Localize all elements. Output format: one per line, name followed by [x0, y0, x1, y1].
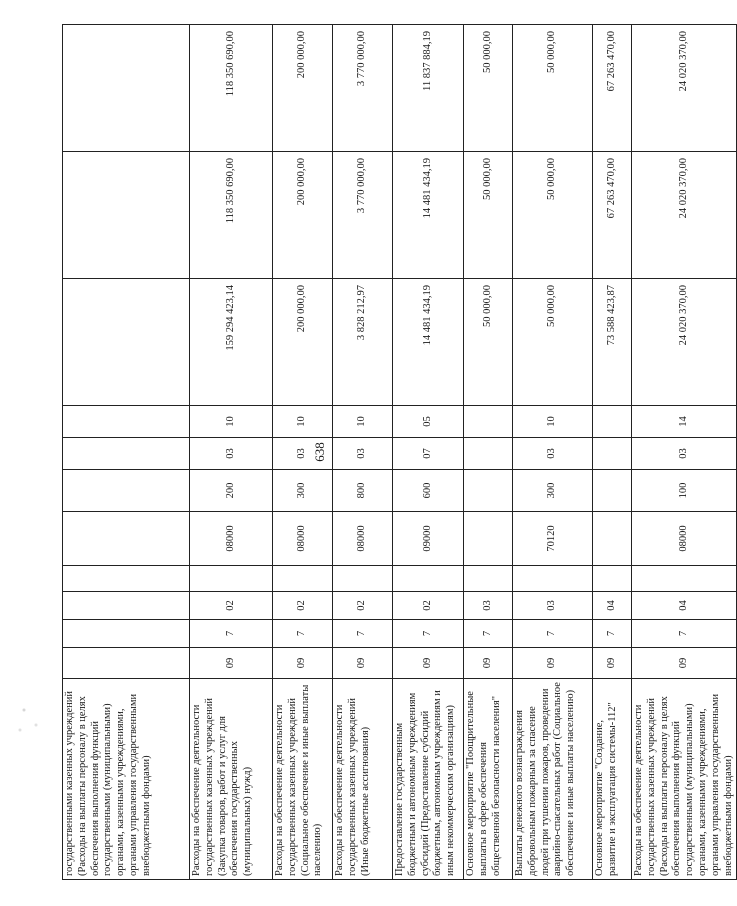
table-row: [593, 25, 632, 880]
code-cell: 09: [333, 648, 393, 679]
code-cell: 7: [333, 620, 393, 648]
code-cell: 03: [513, 438, 593, 470]
code-cell: [464, 566, 513, 592]
amount-cell: 24 020 370,00: [632, 25, 737, 152]
code-cell: 03: [513, 592, 593, 620]
amount-cell: 50 000,00: [464, 152, 513, 279]
code-cell: 7: [273, 620, 333, 648]
code-cell: [190, 566, 273, 592]
table-row: [393, 25, 464, 880]
code-cell: [513, 566, 593, 592]
amount-cell: [63, 279, 190, 406]
table-row: [190, 25, 273, 880]
amount-cell: 118 350 690,00: [190, 152, 273, 279]
code-cell: [464, 470, 513, 512]
code-cell: [273, 566, 333, 592]
code-cell: [593, 470, 632, 512]
code-cell: 09: [190, 648, 273, 679]
amount-cell: 73 588 423,87: [593, 279, 632, 406]
budget-table: [62, 24, 737, 880]
code-cell: 10: [273, 406, 333, 438]
table-body: [63, 25, 737, 880]
code-cell: 200: [190, 470, 273, 512]
amount-cell: 14 481 434,19: [393, 152, 464, 279]
code-cell: 09: [273, 648, 333, 679]
code-cell: 70120: [513, 512, 593, 566]
page-number: 638: [311, 442, 327, 462]
row-name-cell: Расходы на обеспечение деятельности государственных казенных учреждений (Социальное обеспечение и иные выплаты населению): [273, 679, 333, 880]
code-cell: [63, 648, 190, 679]
code-cell: [464, 406, 513, 438]
amount-cell: 67 263 470,00: [593, 25, 632, 152]
table-row: [333, 25, 393, 880]
code-cell: 03: [273, 438, 333, 470]
row-name-cell: Расходы на обеспечение деятельности государственных казенных учреждений (Закупка товаров, работ и услуг для обеспечения государственных (муниципальных) нужд): [190, 679, 273, 880]
code-cell: 10: [513, 406, 593, 438]
code-cell: [63, 438, 190, 470]
amount-cell: [63, 25, 190, 152]
amount-cell: 3 828 212,97: [333, 279, 393, 406]
code-cell: [63, 406, 190, 438]
row-name-cell: государственными казенных учреждений (Расходы на выплаты персоналу в целях обеспечения выполнения функций государственными (муниципальными) органами, казенными учреждениями, органами управления государственными внебюджетными фондами): [63, 679, 190, 880]
code-cell: [593, 406, 632, 438]
amount-cell: 67 263 470,00: [593, 152, 632, 279]
code-cell: 7: [513, 620, 593, 648]
code-cell: 09: [513, 648, 593, 679]
amount-cell: 200 000,00: [273, 279, 333, 406]
code-cell: 08000: [273, 512, 333, 566]
amount-cell: 50 000,00: [464, 25, 513, 152]
code-cell: [632, 566, 737, 592]
code-cell: [593, 512, 632, 566]
code-cell: 7: [593, 620, 632, 648]
amount-cell: 200 000,00: [273, 25, 333, 152]
amount-cell: 159 294 423,14: [190, 279, 273, 406]
code-cell: 04: [632, 592, 737, 620]
table-row: [513, 25, 593, 880]
table-row: [632, 25, 737, 880]
amount-cell: 24 020 370,00: [632, 279, 737, 406]
amount-cell: 50 000,00: [464, 279, 513, 406]
code-cell: [593, 438, 632, 470]
amount-cell: 14 481 434,19: [393, 279, 464, 406]
code-cell: [464, 438, 513, 470]
amount-cell: 11 837 884,19: [393, 25, 464, 152]
code-cell: 09: [393, 648, 464, 679]
table-row: [273, 25, 333, 880]
code-cell: [393, 566, 464, 592]
code-cell: [464, 512, 513, 566]
code-cell: 09000: [393, 512, 464, 566]
row-name-cell: Основное мероприятие "Создание, развитие и эксплуатация системы-112": [593, 679, 632, 880]
code-cell: 03: [464, 592, 513, 620]
code-cell: 100: [632, 470, 737, 512]
amount-cell: 24 020 370,00: [632, 152, 737, 279]
code-cell: 08000: [333, 512, 393, 566]
code-cell: [593, 566, 632, 592]
code-cell: 02: [333, 592, 393, 620]
scan-artifact: [12, 690, 52, 740]
code-cell: 02: [273, 592, 333, 620]
code-cell: 7: [464, 620, 513, 648]
code-cell: 08000: [632, 512, 737, 566]
code-cell: 300: [273, 470, 333, 512]
code-cell: 08000: [190, 512, 273, 566]
row-name-cell: Выплаты денежного вознаграждения добровольным пожарным за спасение людей при тушении пожаров, проведении аварийно-спасательных работ (Социальное обеспечение и иные выплаты населению): [513, 679, 593, 880]
code-cell: 05: [393, 406, 464, 438]
code-cell: 300: [513, 470, 593, 512]
code-cell: 03: [190, 438, 273, 470]
code-cell: 02: [190, 592, 273, 620]
row-name-cell: Расходы на обеспечение деятельности государственных казенных учреждений (Расходы на выплаты персоналу в целях обеспечения выполнения функций государственными (муниципальными) органами, казенными учреждениями, органами управления государственными внебюджетными фондами): [632, 679, 737, 880]
budget-table-rotated: [62, 25, 734, 880]
code-cell: [63, 620, 190, 648]
amount-cell: 50 000,00: [513, 152, 593, 279]
code-cell: 04: [593, 592, 632, 620]
amount-cell: 3 770 000,00: [333, 152, 393, 279]
table-row: [63, 25, 190, 880]
amount-cell: [63, 152, 190, 279]
code-cell: [333, 566, 393, 592]
code-cell: 10: [190, 406, 273, 438]
amount-cell: 50 000,00: [513, 279, 593, 406]
code-cell: 09: [464, 648, 513, 679]
amount-cell: 118 350 690,00: [190, 25, 273, 152]
amount-cell: 50 000,00: [513, 25, 593, 152]
code-cell: 7: [632, 620, 737, 648]
table-row: [464, 25, 513, 880]
amount-cell: 200 000,00: [273, 152, 333, 279]
code-cell: 09: [593, 648, 632, 679]
code-cell: 14: [632, 406, 737, 438]
row-name-cell: Основное мероприятие "Поощрительные выплаты в сфере обеспечения общественной безопасности населения": [464, 679, 513, 880]
code-cell: 02: [393, 592, 464, 620]
code-cell: 600: [393, 470, 464, 512]
row-name-cell: Расходы на обеспечение деятельности государственных казенных учреждений (Иные бюджетные ассигнования): [333, 679, 393, 880]
code-cell: [63, 470, 190, 512]
code-cell: [63, 512, 190, 566]
code-cell: 07: [393, 438, 464, 470]
code-cell: 7: [190, 620, 273, 648]
row-name-cell: Предоставление государственным бюджетным и автономным учреждениям субсидий (Предоставление субсидий бюджетным, автономным учреждениям и иным некоммерческим организациям): [393, 679, 464, 880]
code-cell: 03: [632, 438, 737, 470]
code-cell: 10: [333, 406, 393, 438]
code-cell: [63, 592, 190, 620]
code-cell: 7: [393, 620, 464, 648]
code-cell: 03: [333, 438, 393, 470]
code-cell: 09: [632, 648, 737, 679]
amount-cell: 3 770 000,00: [333, 25, 393, 152]
code-cell: 800: [333, 470, 393, 512]
code-cell: [63, 566, 190, 592]
